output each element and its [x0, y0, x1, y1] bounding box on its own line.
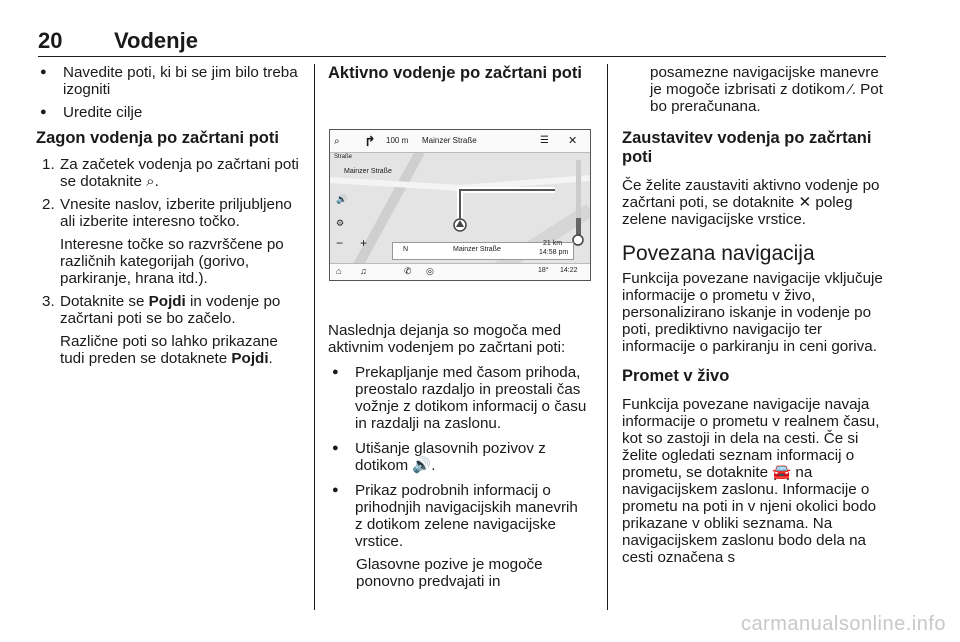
column-divider	[607, 64, 608, 610]
bullet-item: ● Prikaz podrobnih informacij o prihodnjih navigacijskih manevrih z dotikom zelene navigacijske vrstice.	[328, 482, 588, 550]
zoom-out-icon[interactable]: −	[336, 236, 344, 250]
zoom-in-icon[interactable]: +	[360, 236, 368, 250]
current-street: Mainzer Straße	[453, 246, 501, 253]
live-traffic-text: Funkcija povezane navigacije navaja informacije o prometu v realnem času, kot so zastoji in dela na cesti. Če si želite ogledati seznam informacij o prometu, se dotaknite 🚘 na navigacijskem zaslonu. Informacije o prometu na poti in v njeni okolici bodo prikazane v obliki seznama. Na navigacijskem zaslonu bodo dela na cesti označena s	[622, 396, 880, 566]
heading-active-guidance: Aktivno vodenje po začrtani poti	[328, 64, 582, 82]
step-note	[36, 333, 304, 367]
bullet-item: ● Navedite poti, ki bi se jim bilo treba izogniti	[36, 64, 304, 98]
maneuver-distance: 100 m	[386, 136, 409, 145]
section-title: Vodenje	[114, 28, 198, 53]
search-icon[interactable]: ⌕	[334, 136, 340, 147]
bullet-item: ● Utišanje glasovnih pozivov z dotikom 🔊.	[328, 440, 588, 474]
column-divider	[314, 64, 315, 610]
volume-icon[interactable]: 🔊	[336, 194, 348, 204]
column-middle-text	[328, 322, 588, 590]
column-left	[36, 64, 304, 367]
step-1	[36, 156, 304, 190]
stop-text: Če želite zaustaviti aktivno vodenje po začrtani poti, se dotaknite ✕ poleg zelene navigacijske vrstice.	[622, 177, 880, 228]
note-text: Različne poti so lahko prikazane tudi preden se dotaknete	[60, 333, 278, 367]
heading-start-guidance: Zagon vodenja po začrtani poti	[36, 129, 279, 147]
page-header	[38, 26, 886, 57]
nav-info-bar[interactable]	[392, 242, 574, 260]
page-number: 20	[38, 28, 63, 53]
column-right	[622, 64, 890, 566]
step-text: Vnesite naslov, izberite priljubljeno ali izberite interesno točko.	[60, 196, 292, 230]
heading-live-traffic: Promet v živo	[622, 367, 730, 385]
step-3	[36, 293, 304, 327]
gear-icon[interactable]: ⚙	[336, 218, 345, 228]
temperature: 18°	[538, 267, 549, 274]
clock: 14:22	[560, 267, 578, 274]
compass-label: N	[403, 246, 409, 253]
bullet-item: ● Prekapljanje med časom prihoda, preostalo razdaljo in preostali čas vožnje z dotikom informacij o času in razdalji na zaslonu.	[328, 364, 588, 432]
note-text-bold: Pojdi	[231, 350, 269, 367]
navigation-icon[interactable]: ◎	[426, 266, 434, 276]
step-number: 3.	[42, 293, 55, 310]
step-text: Dotaknite se	[60, 293, 149, 310]
bullet-note: Glasovne pozive je mogoče ponovno predvajati in	[356, 556, 543, 590]
map-street-small: Straße	[334, 154, 353, 160]
music-icon[interactable]: ♫	[360, 266, 367, 276]
bullet-item: ● Uredite cilje	[36, 104, 304, 121]
home-icon[interactable]: ⌂	[336, 266, 342, 276]
nav-bottom-bar	[330, 263, 590, 280]
maneuver-street: Mainzer Straße	[422, 136, 477, 145]
step-text-bold: Pojdi	[148, 293, 186, 310]
step-text: Za začetek vodenja po začrtani poti se dotaknite ⌕.	[60, 156, 299, 190]
phone-icon[interactable]: ✆	[404, 266, 412, 276]
heading-connected-navigation: Povezana navigacija	[622, 242, 815, 265]
step-number: 1.	[42, 156, 55, 173]
continued-text: posamezne navigacijske manevre je mogoče izbrisati z dotikom ⁄. Pot bo preračunana.	[650, 64, 883, 115]
step-text: in vodenje po začrtani poti se bo začelo.	[60, 293, 281, 327]
connected-text: Funkcija povezane navigacije vključuje informacije o prometu v živo, personalizirano iskanje in vodenje po poti, prediktivno navigacijo ter informacije o parkiranju in ceni goriva.	[622, 270, 883, 355]
step-note: Interesne točke so razvrščene po različnih kategorijah (gorivo, parkiranje, hrana itd.).	[60, 236, 284, 287]
step-number: 2.	[42, 196, 55, 213]
turn-right-icon: ↱	[364, 133, 376, 149]
intro-text: Naslednja dejanja so mogoča med aktivnim vodenjem po začrtani poti:	[328, 322, 566, 356]
nav-top-bar	[330, 130, 590, 153]
heading-stop-guidance: Zaustavitev vodenja po začrtani poti	[622, 129, 872, 166]
remaining-distance: 21 km	[543, 240, 563, 247]
arrival-time: 14:58 pm	[539, 249, 569, 256]
note-text: .	[268, 350, 273, 367]
column-middle	[328, 64, 588, 83]
list-icon[interactable]: ☰	[540, 135, 549, 146]
watermark: carmanualsonline.info	[740, 613, 946, 635]
navigation-screen-image	[329, 129, 591, 281]
map-street-label: Mainzer Straße	[344, 168, 392, 175]
step-2	[36, 196, 304, 230]
close-icon[interactable]: ✕	[568, 135, 578, 147]
